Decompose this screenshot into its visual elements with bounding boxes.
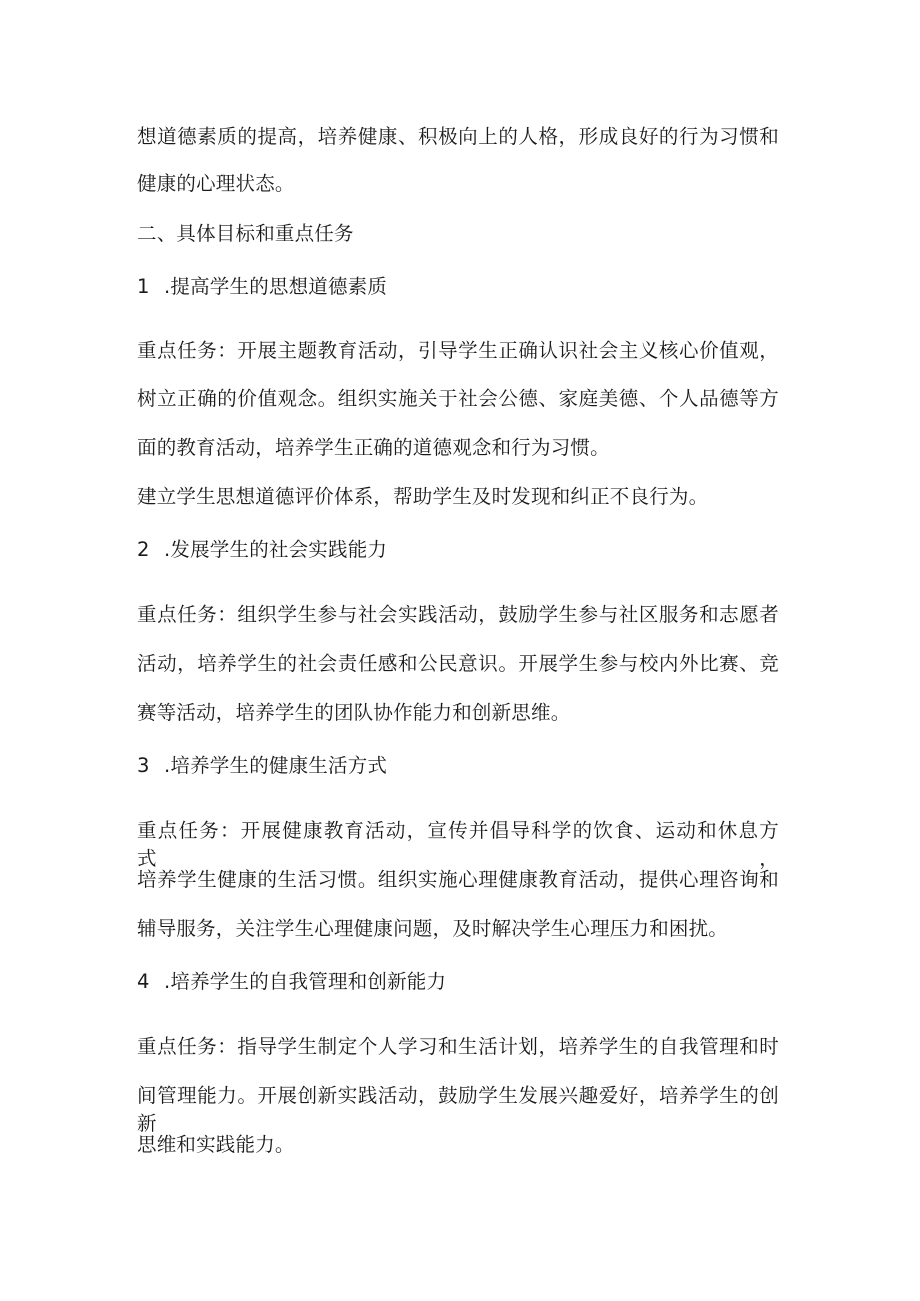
goal-3-number: 3 xyxy=(137,754,150,777)
goal-2-line-1: 重点任务：组织学生参与社会实践活动，鼓励学生参与社区服务和志愿者 xyxy=(137,603,779,626)
goal-3-line-2: 培养学生健康的生活习惯。组织实施心理健康教育活动，提供心理咨询和 xyxy=(137,868,779,891)
goal-1-number: 1 xyxy=(137,275,150,298)
section-title: 二、具体目标和重点任务 xyxy=(137,222,354,245)
goal-3-title: .培养学生的健康生活方式 xyxy=(164,754,388,777)
goal-3-line-3: 辅导服务，关注学生心理健康问题，及时解决学生心理压力和困扰。 xyxy=(137,917,729,940)
intro-line-2: 健康的心理状态。 xyxy=(137,172,295,195)
goal-4-line-2: 间管理能力。开展创新实践活动，鼓励学生发展兴趣爱好，培养学生的创新 xyxy=(137,1084,779,1135)
goal-4-title: .培养学生的自我管理和创新能力 xyxy=(164,970,447,993)
goal-1-line-4: 建立学生思想道德评价体系，帮助学生及时发现和纠正不良行为。 xyxy=(137,485,709,508)
goal-2-number: 2 xyxy=(137,538,150,561)
goal-1-heading xyxy=(137,273,387,301)
intro-line-1: 想道德素质的提高，培养健康、积极向上的人格，形成良好的行为习惯和 xyxy=(137,125,779,148)
goal-1-title: .提高学生的思想道德素质 xyxy=(164,275,388,298)
goal-1-line-1: 重点任务：开展主题教育活动，引导学生正确认识社会主义核心价值观， xyxy=(137,339,779,362)
goal-1-line-3: 面的教育活动，培养学生正确的道德观念和行为习惯。 xyxy=(137,436,610,459)
goal-4-line-1: 重点任务：指导学生制定个人学习和生活计划，培养学生的自我管理和时 xyxy=(137,1035,779,1058)
goal-2-title: .发展学生的社会实践能力 xyxy=(164,538,388,561)
goal-3-line-1: 重点任务：开展健康教育活动，宣传并倡导科学的饮食、运动和休息方式， xyxy=(137,819,779,870)
goal-3-heading xyxy=(137,752,387,780)
goal-2-line-3: 赛等活动，培养学生的团队协作能力和创新思维。 xyxy=(137,701,571,724)
goal-4-line-3: 思维和实践能力。 xyxy=(137,1133,295,1156)
goal-1-line-2: 树立正确的价值观念。组织实施关于社会公德、家庭美德、个人品德等方 xyxy=(137,387,779,410)
goal-4-number: 4 xyxy=(137,970,150,993)
goal-4-heading xyxy=(137,968,446,996)
goal-2-line-2: 活动，培养学生的社会责任感和公民意识。开展学生参与校内外比赛、竞 xyxy=(137,652,779,675)
goal-2-heading xyxy=(137,536,387,564)
